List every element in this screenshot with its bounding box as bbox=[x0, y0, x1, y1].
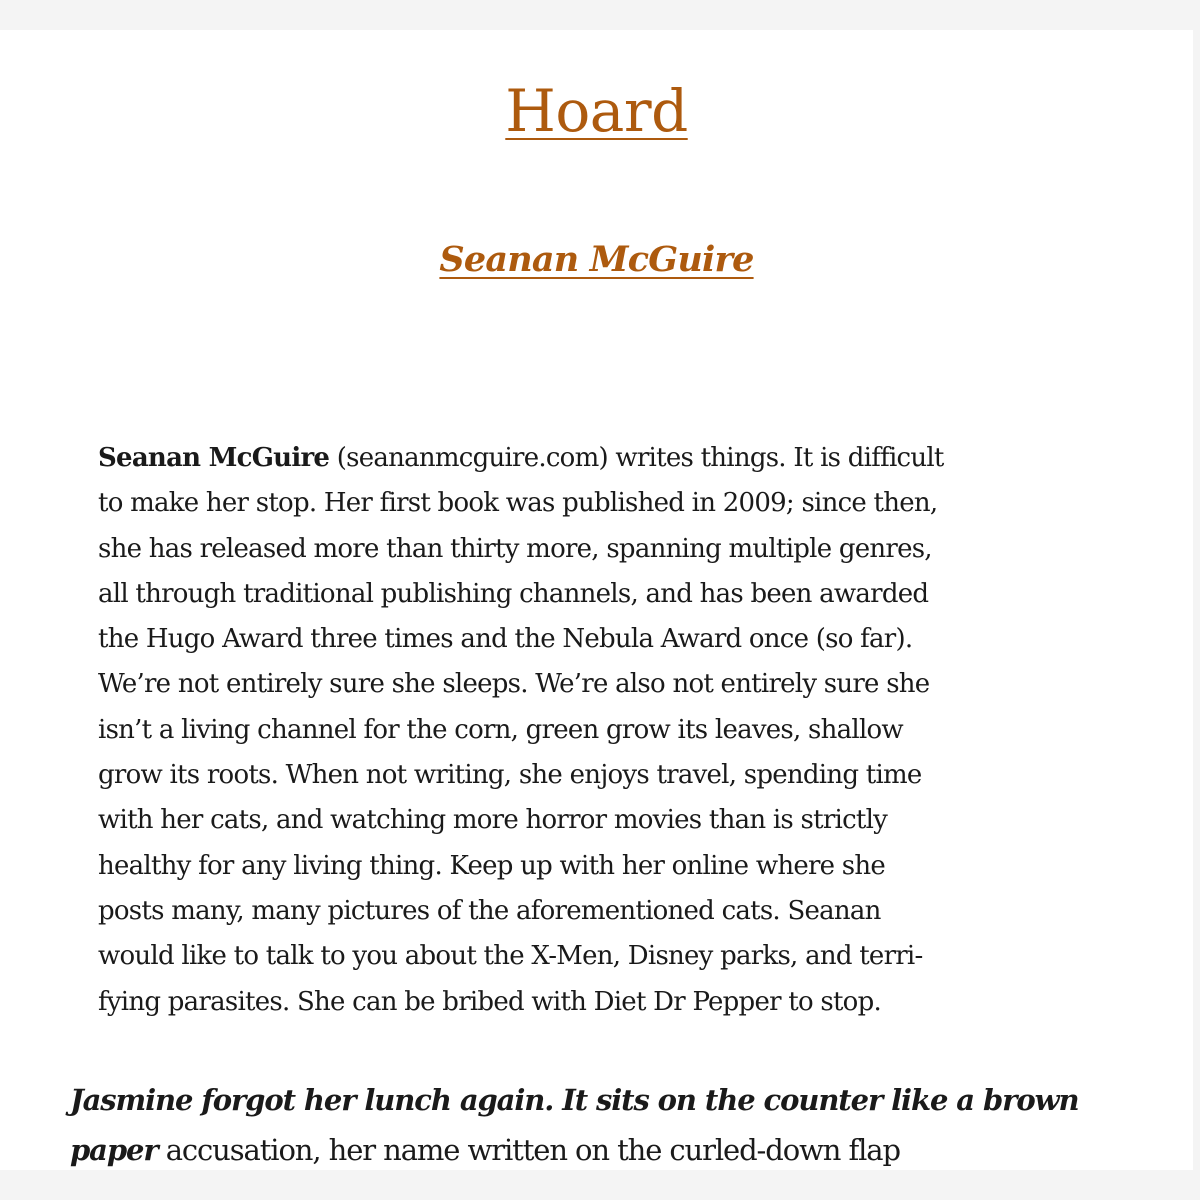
story-title-link[interactable]: Hoard bbox=[505, 77, 688, 145]
article-page bbox=[0, 30, 1193, 1170]
story-line bbox=[70, 1125, 1180, 1170]
story-lead-text: paper bbox=[70, 1133, 158, 1167]
bio-author-name: Seanan McGuire bbox=[98, 443, 330, 473]
author-name-link[interactable]: Seanan McGuire bbox=[439, 239, 754, 280]
bio-line: to make her stop. Her first book was published in 2009; since then, bbox=[98, 488, 938, 519]
author-bio bbox=[98, 436, 1098, 1025]
bio-line bbox=[98, 436, 1098, 481]
bio-line: with her cats, and watching more horror movies than is strictly bbox=[98, 805, 888, 836]
story-opening bbox=[70, 1075, 1180, 1170]
bio-line: all through traditional publishing channels, and has been awarded bbox=[98, 578, 929, 609]
author-container bbox=[0, 238, 1193, 282]
bio-line: fying parasites. She can be bribed with Diet Dr Pepper to stop. bbox=[98, 986, 881, 1017]
story-line bbox=[70, 1075, 1180, 1125]
bio-line: healthy for any living thing. Keep up with her online where she bbox=[98, 850, 886, 881]
title-container bbox=[0, 76, 1193, 146]
bio-line: We’re not entirely sure she sleeps. We’re also not entirely sure she bbox=[98, 669, 930, 700]
story-body-text: accusation, her name written on the curled-down flap bbox=[157, 1133, 900, 1167]
bio-first-line-text: (seananmcguire.com) writes things. It is difficult bbox=[329, 443, 944, 473]
bio-line: grow its roots. When not writing, she enjoys travel, spending time bbox=[98, 760, 922, 791]
bio-line: would like to talk to you about the X-Men, Disney parks, and terri- bbox=[98, 941, 923, 972]
bio-line: isn’t a living channel for the corn, green grow its leaves, shallow bbox=[98, 714, 903, 745]
story-lead-text: Jasmine forgot her lunch again. It sits on the counter like a brown bbox=[70, 1083, 1079, 1117]
bio-line: she has released more than thirty more, spanning multiple genres, bbox=[98, 533, 932, 564]
bio-line: the Hugo Award three times and the Nebula Award once (so far). bbox=[98, 624, 913, 655]
bio-line: posts many, many pictures of the aforementioned cats. Seanan bbox=[98, 895, 881, 926]
